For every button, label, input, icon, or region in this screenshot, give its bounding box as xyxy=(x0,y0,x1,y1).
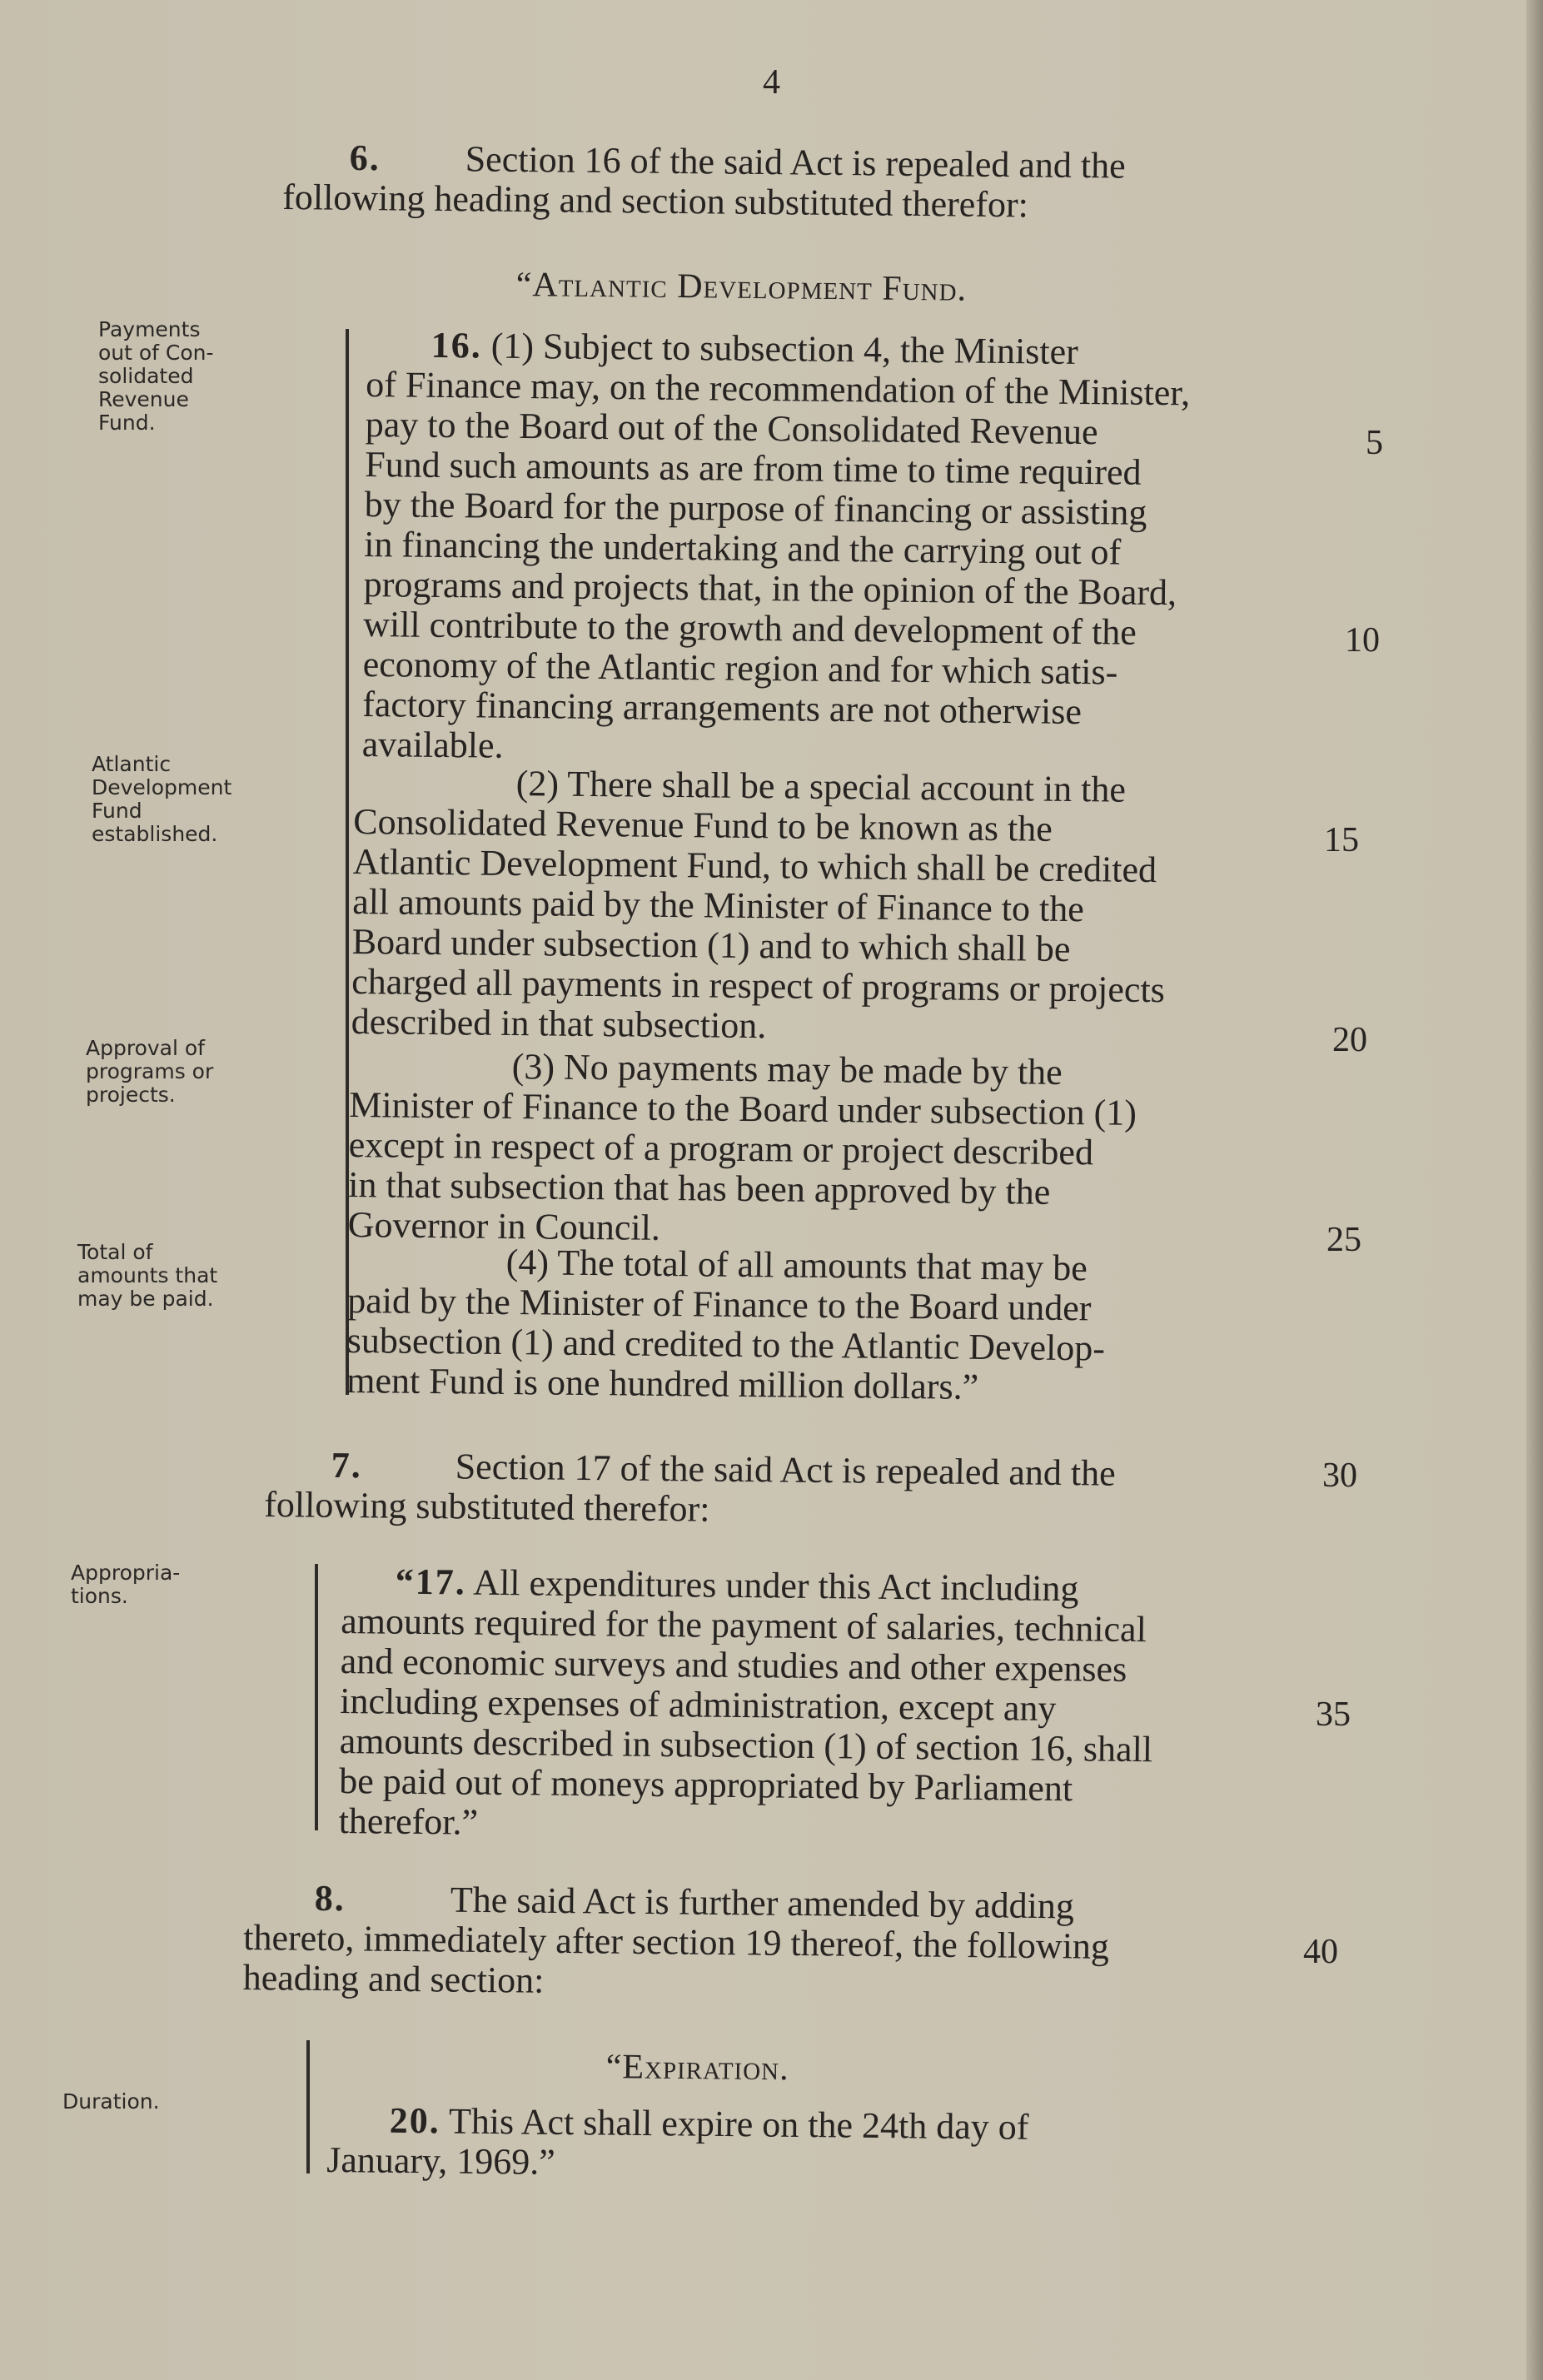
text-line: This Act shall expire on the 24th day of xyxy=(448,2100,1029,2148)
text-line: paid by the Minister of Finance to the Board under xyxy=(346,1279,1092,1329)
text-line: charged all payments in respect of programs or projects xyxy=(351,960,1166,1011)
text-line: will contribute to the growth and development of the xyxy=(362,603,1137,653)
section-number: 6. xyxy=(349,137,381,179)
section-16-subsection-3 xyxy=(347,1045,1137,1253)
text-line: Fund such amounts as are from time to time required xyxy=(364,443,1142,493)
text-line: (3) No payments may be made by the xyxy=(511,1046,1063,1093)
text-line: economy of the Atlantic region and for which satis- xyxy=(362,643,1118,693)
section-20-rule xyxy=(306,2040,310,2173)
text-line: following heading and section substituted therefor: xyxy=(281,176,1029,226)
section-number: 20. xyxy=(389,2099,441,2142)
text-line: amounts required for the payment of salaries, technical xyxy=(340,1600,1147,1651)
line-number: 20 xyxy=(1332,1021,1367,1059)
text-line: factory financing arrangements are not otherwise xyxy=(361,683,1083,733)
text-line: described in that subsection. xyxy=(351,1000,767,1047)
text-line: January, 1969.” xyxy=(326,2139,556,2183)
text-line: and economic surveys and studies and other expenses xyxy=(340,1640,1127,1690)
margin-note-duration: Duration. xyxy=(62,2089,160,2114)
text-line: thereto, immediately after section 19 thereof, the following xyxy=(242,1916,1110,1967)
text-line: Section 17 of the said Act is repealed and the xyxy=(455,1446,1116,1494)
margin-note-atlantic-fund: Atlantic Development Fund established. xyxy=(92,752,232,846)
section-number: 7. xyxy=(331,1444,363,1486)
text-line: be paid out of moneys appropriated by Parliament xyxy=(338,1760,1073,1810)
text-line: Board under subsection (1) and to which shall be xyxy=(351,920,1071,970)
expiration-heading: “Expiration. xyxy=(605,2048,789,2089)
text-line: (2) There shall be a special account in the xyxy=(515,763,1127,810)
text-line: following substituted therefor: xyxy=(263,1483,710,1530)
section-17 xyxy=(338,1561,1154,1850)
atlantic-development-fund-heading: “Atlantic Development Fund. xyxy=(515,265,968,309)
section-6 xyxy=(282,137,1126,227)
text-line: ment Fund is one hundred million dollars.” xyxy=(346,1359,979,1407)
text-line: amounts described in subsection (1) of section 16, shall xyxy=(339,1720,1153,1770)
line-number: 15 xyxy=(1324,821,1359,859)
line-number: 40 xyxy=(1303,1933,1338,1971)
text-line: by the Board for the purpose of financing or assisting xyxy=(364,483,1147,533)
line-number: 35 xyxy=(1316,1695,1351,1734)
text-line: including expenses of administration, except any xyxy=(339,1680,1057,1729)
text-line: in that subsection that has been approved by the xyxy=(347,1163,1051,1212)
page-number: 4 xyxy=(763,63,780,102)
text-line: Consolidated Revenue Fund to be known as the xyxy=(352,800,1053,849)
margin-note-appropriations: Appropria- tions. xyxy=(71,1561,181,1608)
text-line: of Finance may, on the recommendation of the Minister, xyxy=(365,363,1191,414)
margin-note-payments: Payments out of Con- solidated Revenue Fund. xyxy=(98,317,214,435)
section-16-subsection-4 xyxy=(346,1241,1106,1409)
text-line: Atlantic Development Fund, to which shall be credited xyxy=(352,840,1157,891)
text-line: all amounts paid by the Minister of Finance to the xyxy=(351,880,1085,930)
section-number: 16. xyxy=(431,324,483,366)
text-line: Minister of Finance to the Board under subsection (1) xyxy=(348,1083,1137,1133)
text-line: subsection (1) and credited to the Atlantic Develop- xyxy=(346,1319,1106,1369)
text-line: Section 16 of the said Act is repealed and the xyxy=(465,138,1126,187)
margin-note-total: Total of amounts that may be paid. xyxy=(77,1240,218,1311)
text-line: programs and projects that, in the opinion of the Board, xyxy=(363,563,1177,614)
line-number: 25 xyxy=(1326,1221,1361,1259)
margin-note-approval: Approval of programs or projects. xyxy=(86,1036,214,1107)
text-line: except in respect of a program or project described xyxy=(348,1123,1094,1173)
text-line: available. xyxy=(361,723,504,766)
line-number: 5 xyxy=(1366,424,1383,462)
text-line: in financing the undertaking and the carrying out of xyxy=(363,523,1122,573)
section-number: 8. xyxy=(314,1877,346,1919)
section-16-subsection-2 xyxy=(351,762,1167,1050)
section-7 xyxy=(264,1445,1116,1534)
text-line: (1) Subject to subsection 4, the Minister xyxy=(490,325,1079,372)
line-number: 30 xyxy=(1322,1456,1357,1495)
text-line: All expenditures under this Act including xyxy=(473,1561,1079,1610)
line-number: 10 xyxy=(1345,621,1380,660)
text-line: Governor in Council. xyxy=(347,1203,661,1248)
text-line: The said Act is further amended by adding xyxy=(450,1879,1075,1927)
text-line: therefor.” xyxy=(338,1800,479,1843)
text-line: pay to the Board out of the Consolidated Revenue xyxy=(365,403,1098,453)
section-17-rule xyxy=(315,1564,318,1830)
section-20 xyxy=(326,2100,1029,2188)
page-edge xyxy=(1526,0,1543,2380)
section-number: “17. xyxy=(395,1561,467,1603)
text-line: heading and section: xyxy=(242,1956,545,2001)
section-16-subsection-1 xyxy=(361,325,1190,773)
section-8 xyxy=(242,1878,1109,2007)
text-line: (4) The total of all amounts that may be xyxy=(505,1241,1088,1289)
